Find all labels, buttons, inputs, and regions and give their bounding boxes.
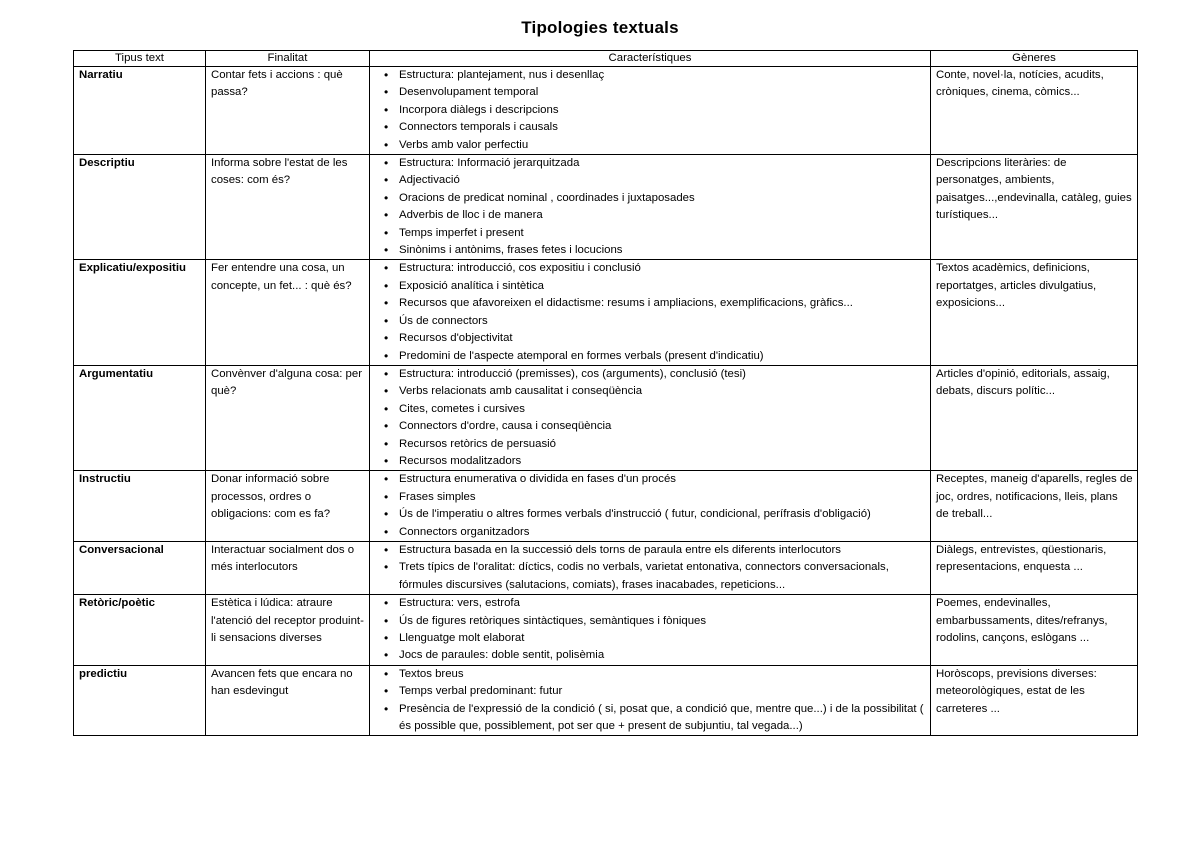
purpose-cell: Donar informació sobre processos, ordres o obligacions: com es fa? [206, 471, 370, 542]
features-cell [370, 365, 931, 470]
features-list [375, 542, 926, 594]
feature-item: • Estructura basada en la successió dels torns de paraula entre els diferents interlocutors [399, 542, 926, 559]
text-type-cell: Descriptiu [74, 155, 206, 260]
features-list [375, 666, 926, 736]
genres-cell: Conte, novel·la, notícies, acudits, cròniques, cinema, còmics... [931, 67, 1138, 155]
features-cell [370, 541, 931, 594]
header-text-type: Tipus text [74, 51, 206, 67]
text-type-cell: Narratiu [74, 67, 206, 155]
feature-item: • Recursos modalitzadors [399, 453, 926, 470]
feature-item: • Incorpora diàlegs i descripcions [399, 102, 926, 119]
table-row [74, 67, 1138, 155]
table-row [74, 665, 1138, 736]
header-purpose: Finalitat [206, 51, 370, 67]
table-row [74, 365, 1138, 470]
feature-item: • Ús de connectors [399, 313, 926, 330]
text-type-cell: predictiu [74, 665, 206, 736]
text-type-cell: Explicatiu/expositiu [74, 260, 206, 365]
features-cell [370, 471, 931, 542]
features-list [375, 471, 926, 541]
header-genres: Gèneres [931, 51, 1138, 67]
feature-item: • Cites, cometes i cursives [399, 401, 926, 418]
feature-item: • Desenvolupament temporal [399, 84, 926, 101]
feature-item: • Exposició analítica i sintètica [399, 278, 926, 295]
genres-cell: Poemes, endevinalles, embarbussaments, dites/refranys, rodolins, cançons, eslògans ... [931, 595, 1138, 666]
feature-item: • Temps verbal predominant: futur [399, 683, 926, 700]
purpose-cell: Contar fets i accions : què passa? [206, 67, 370, 155]
feature-item: • Oracions de predicat nominal , coordinades i juxtaposades [399, 190, 926, 207]
purpose-cell: Fer entendre una cosa, un concepte, un fet... : què és? [206, 260, 370, 365]
feature-item: • Estructura: plantejament, nus i desenllaç [399, 67, 926, 84]
table-row [74, 595, 1138, 666]
feature-item: • Connectors temporals i causals [399, 119, 926, 136]
feature-item: • Trets típics de l'oralitat: díctics, codis no verbals, varietat entonativa, connectors conversacionals, fórmules discursives (salutacions, comiats), frases inacabades, repeticions... [399, 559, 926, 594]
feature-item: • Ús de figures retòriques sintàctiques, semàntiques i fòniques [399, 613, 926, 630]
purpose-cell: Estètica i lúdica: atraure l'atenció del receptor produint-li sensacions diverses [206, 595, 370, 666]
feature-item: • Sinònims i antònims, frases fetes i locucions [399, 242, 926, 259]
genres-cell: Receptes, maneig d'aparells, regles de joc, ordres, notificacions, lleis, plans de treball... [931, 471, 1138, 542]
feature-item: • Presència de l'expressió de la condició ( si, posat que, a condició que, mentre que...) i de la possibilitat ( és possible que, possiblement, pot ser que + present de subjuntiu, tal vegada...) [399, 701, 926, 736]
genres-cell: Articles d'opinió, editorials, assaig, debats, discurs polític... [931, 365, 1138, 470]
feature-item: • Adverbis de lloc i de manera [399, 207, 926, 224]
features-cell [370, 665, 931, 736]
text-type-cell: Retòric/poètic [74, 595, 206, 666]
genres-cell: Diàlegs, entrevistes, qüestionaris, representacions, enquesta ... [931, 541, 1138, 594]
feature-item: • Adjectivació [399, 172, 926, 189]
genres-cell: Horòscops, previsions diverses: meteorològiques, estat de les carreteres ... [931, 665, 1138, 736]
table-row [74, 155, 1138, 260]
features-list [375, 366, 926, 470]
header-features: Característiques [370, 51, 931, 67]
feature-item: • Verbs relacionats amb causalitat i conseqüència [399, 383, 926, 400]
features-cell [370, 155, 931, 260]
feature-item: • Jocs de paraules: doble sentit, polisèmia [399, 647, 926, 664]
feature-item: • Llenguatge molt elaborat [399, 630, 926, 647]
purpose-cell: Avancen fets que encara no han esdevingut [206, 665, 370, 736]
table-row [74, 471, 1138, 542]
table-header-row [74, 51, 1138, 67]
table-row [74, 260, 1138, 365]
feature-item: • Textos breus [399, 666, 926, 683]
feature-item: • Estructura enumerativa o dividida en fases d'un procés [399, 471, 926, 488]
table-body [74, 67, 1138, 736]
features-list [375, 67, 926, 154]
feature-item: • Estructura: introducció, cos expositiu i conclusió [399, 260, 926, 277]
features-list [375, 155, 926, 259]
purpose-cell: Convènver d'alguna cosa: per què? [206, 365, 370, 470]
text-typologies-table [73, 50, 1138, 736]
features-list [375, 260, 926, 364]
feature-item: • Temps imperfet i present [399, 225, 926, 242]
text-type-cell: Instructiu [74, 471, 206, 542]
feature-item: • Frases simples [399, 489, 926, 506]
feature-item: • Recursos retòrics de persuasió [399, 436, 926, 453]
feature-item: • Estructura: vers, estrofa [399, 595, 926, 612]
purpose-cell: Informa sobre l'estat de les coses: com és? [206, 155, 370, 260]
features-cell [370, 67, 931, 155]
features-cell [370, 260, 931, 365]
features-list [375, 595, 926, 665]
features-cell [370, 595, 931, 666]
feature-item: • Recursos d'objectivitat [399, 330, 926, 347]
genres-cell: Textos acadèmics, definicions, reportatges, articles divulgatius, exposicions... [931, 260, 1138, 365]
genres-cell: Descripcions literàries: de personatges, ambients, paisatges...,endevinalla, catàleg, guies turístiques... [931, 155, 1138, 260]
feature-item: • Estructura: introducció (premisses), cos (arguments), conclusió (tesi) [399, 366, 926, 383]
feature-item: • Estructura: Informació jerarquitzada [399, 155, 926, 172]
purpose-cell: Interactuar socialment dos o més interlocutors [206, 541, 370, 594]
page-title: Tipologies textuals [521, 18, 679, 37]
feature-item: • Verbs amb valor perfectiu [399, 137, 926, 154]
feature-item: • Ús de l'imperatiu o altres formes verbals d'instrucció ( futur, condicional, perífrasis d'obligació) [399, 506, 926, 523]
table-row [74, 541, 1138, 594]
feature-item: • Connectors d'ordre, causa i conseqüència [399, 418, 926, 435]
feature-item: • Predomini de l'aspecte atemporal en formes verbals (present d'indicatiu) [399, 348, 926, 365]
text-type-cell: Argumentatiu [74, 365, 206, 470]
feature-item: • Recursos que afavoreixen el didactisme: resums i ampliacions, exemplificacions, gràfics... [399, 295, 926, 312]
feature-item: • Connectors organitzadors [399, 524, 926, 541]
text-type-cell: Conversacional [74, 541, 206, 594]
